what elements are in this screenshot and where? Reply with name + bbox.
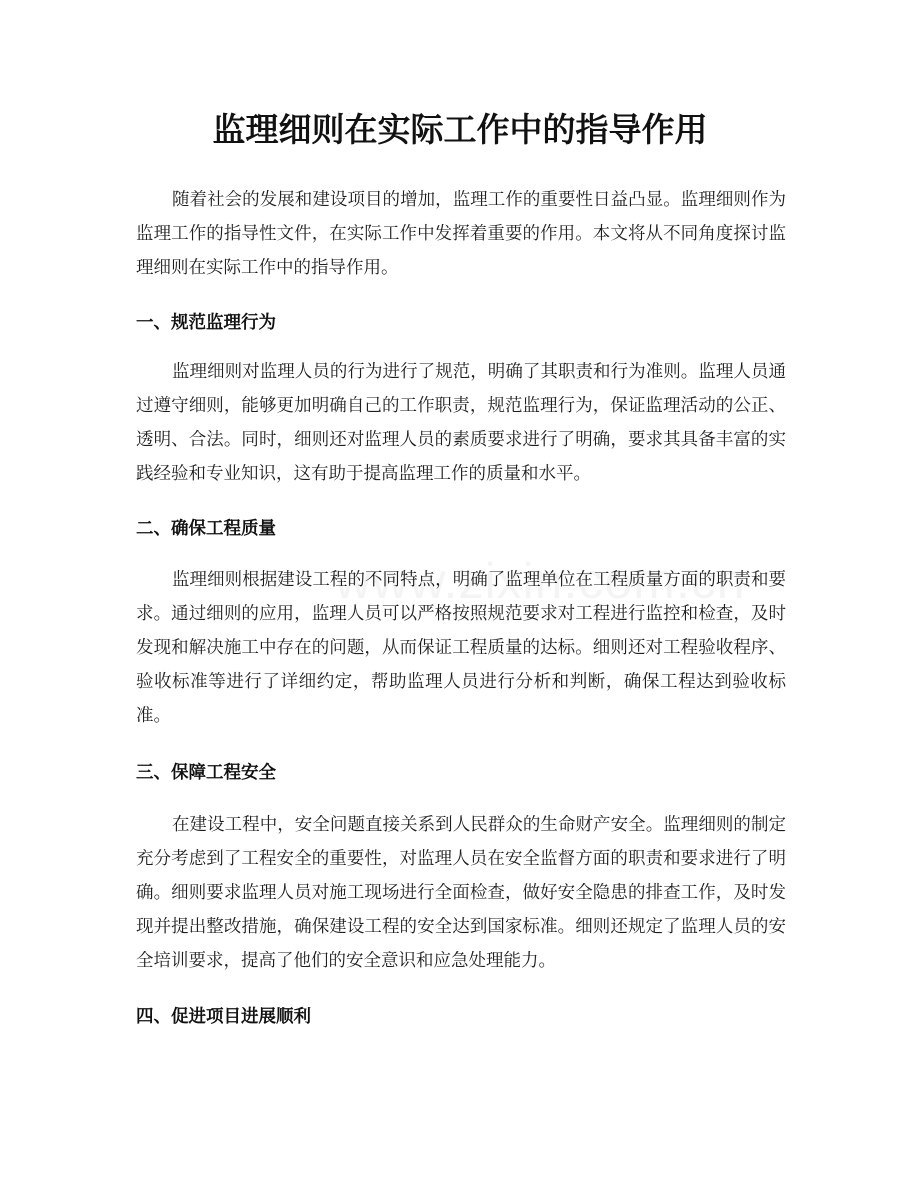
section-1-heading: 一、规范监理行为 (136, 313, 276, 333)
section-2-heading: 二、确保工程质量 (136, 519, 276, 539)
section-1-body: 监理细则对监理人员的行为进行了规范，明确了其职责和行为准则。监理人员通过遵守细则，能够更加明确自己的工作职责，规范监理行为，保证监理活动的公正、透明、合法。同时，细则还对监理人员的素质要求进行了明确，要求其具备丰富的实践经验和专业知识，这有助于提高监理工作的质量和水平。 (136, 362, 786, 484)
section-2-body: 监理细则根据建设工程的不同特点，明确了监理单位在工程质量方面的职责和要求。通过细则的应用，监理人员可以严格按照规范要求对工程进行监控和检查，及时发现和解决施工中存在的问题，从而保证工程质量的达标。细则还对工程验收程序、验收标准等进行了详细约定，帮助监理人员进行分析和判断，确保工程达到验收标准。 (136, 570, 786, 726)
intro-paragraph: 随着社会的发展和建设项目的增加，监理工作的重要性日益凸显。监理细则作为监理工作的指导性文件，在实际工作中发挥着重要的作用。本文将从不同角度探讨监理细则在实际工作中的指导作用。 (136, 190, 786, 278)
document-title: 监理细则在实际工作中的指导作用 (212, 110, 708, 149)
section-4-heading: 四、促进项目进展顺利 (136, 1007, 311, 1027)
section-3-body: 在建设工程中，安全问题直接关系到人民群众的生命财产安全。监理细则的制定充分考虑到了工程安全的重要性，对监理人员在安全监督方面的职责和要求进行了明确。细则要求监理人员对施工现场进行全面检查，做好安全隐患的排查工作，及时发现并提出整改措施，确保建设工程的安全达到国家标准。细则还规定了监理人员的安全培训要求，提高了他们的安全意识和应急处理能力。 (136, 815, 786, 971)
section-3-heading: 三、保障工程安全 (136, 763, 276, 783)
